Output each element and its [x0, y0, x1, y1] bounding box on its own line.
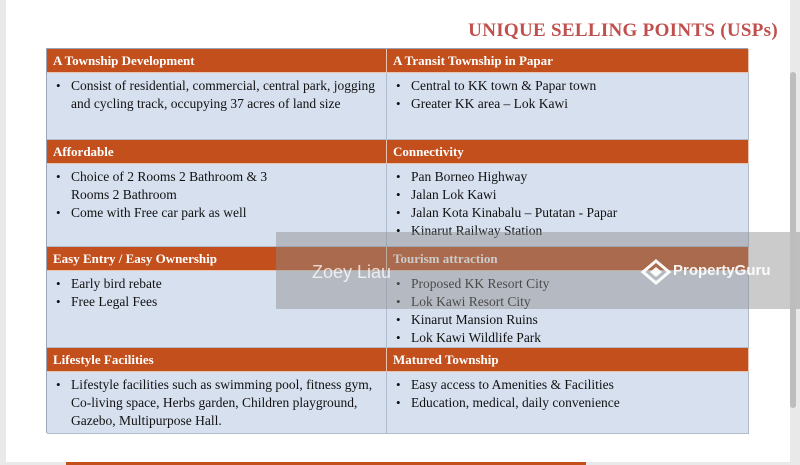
list-item: • Easy access to Amenities & Facilities [393, 376, 742, 394]
bullet-list [393, 168, 742, 240]
watermark-agent-name: Zoey Liau [312, 262, 392, 282]
list-item: • Lifestyle facilities such as swimming pool, fitness gym, Co-living space, Herbs garden, Children playground, Gazebo, Multipurpose Hall. [53, 376, 380, 430]
list-item: • Jalan Lok Kawi [393, 186, 742, 204]
section-header: Tourism attraction [387, 247, 749, 271]
section-header: Easy Entry / Easy Ownership [47, 247, 387, 271]
list-item: • Lok Kawi Resort City [393, 293, 742, 311]
list-item: • Education, medical, daily convenience [393, 394, 742, 412]
section-header: A Transit Township in Papar [387, 49, 749, 73]
section-header: Lifestyle Facilities [47, 348, 387, 372]
bullet-list [393, 376, 742, 412]
section-body [387, 372, 749, 434]
section-body [47, 372, 387, 434]
list-item: • Free Legal Fees [53, 293, 380, 311]
list-item: • Proposed KK Resort City [393, 275, 742, 293]
bullet-list [53, 77, 380, 113]
list-item: • Greater KK area – Lok Kawi [393, 95, 742, 113]
section-header: Affordable [47, 140, 387, 164]
bullet-list [53, 168, 380, 222]
list-item: • Choice of 2 Rooms 2 Bathroom & 3 Rooms 2 Bathroom [53, 168, 380, 204]
scrollbar[interactable] [790, 72, 796, 408]
list-item: • Pan Borneo Highway [393, 168, 742, 186]
list-item: • Kinarut Railway Station [393, 222, 742, 240]
watermark-brand: PropertyGuru [673, 262, 771, 279]
section-header: Matured Township [387, 348, 749, 372]
propertyguru-logo-icon [640, 258, 672, 286]
list-item: • Central to KK town & Papar town [393, 77, 742, 95]
list-item: • Consist of residential, commercial, central park, jogging and cycling track, occupying 37 acres of land size [53, 77, 380, 113]
bullet-list [393, 77, 742, 113]
section-header: A Township Development [47, 49, 387, 73]
section-body [47, 73, 387, 140]
list-item: • Lok Kawi Wildlife Park [393, 329, 742, 347]
section-body [387, 73, 749, 140]
section-header: Connectivity [387, 140, 749, 164]
list-item: • Come with Free car park as well [53, 204, 380, 222]
list-item: • Kinarut Mansion Ruins [393, 311, 742, 329]
list-item: • Jalan Kota Kinabalu – Putatan - Papar [393, 204, 742, 222]
list-item: • Early bird rebate [53, 275, 380, 293]
slide-title: UNIQUE SELLING POINTS (USPs) [468, 20, 778, 41]
bullet-list [53, 376, 380, 430]
